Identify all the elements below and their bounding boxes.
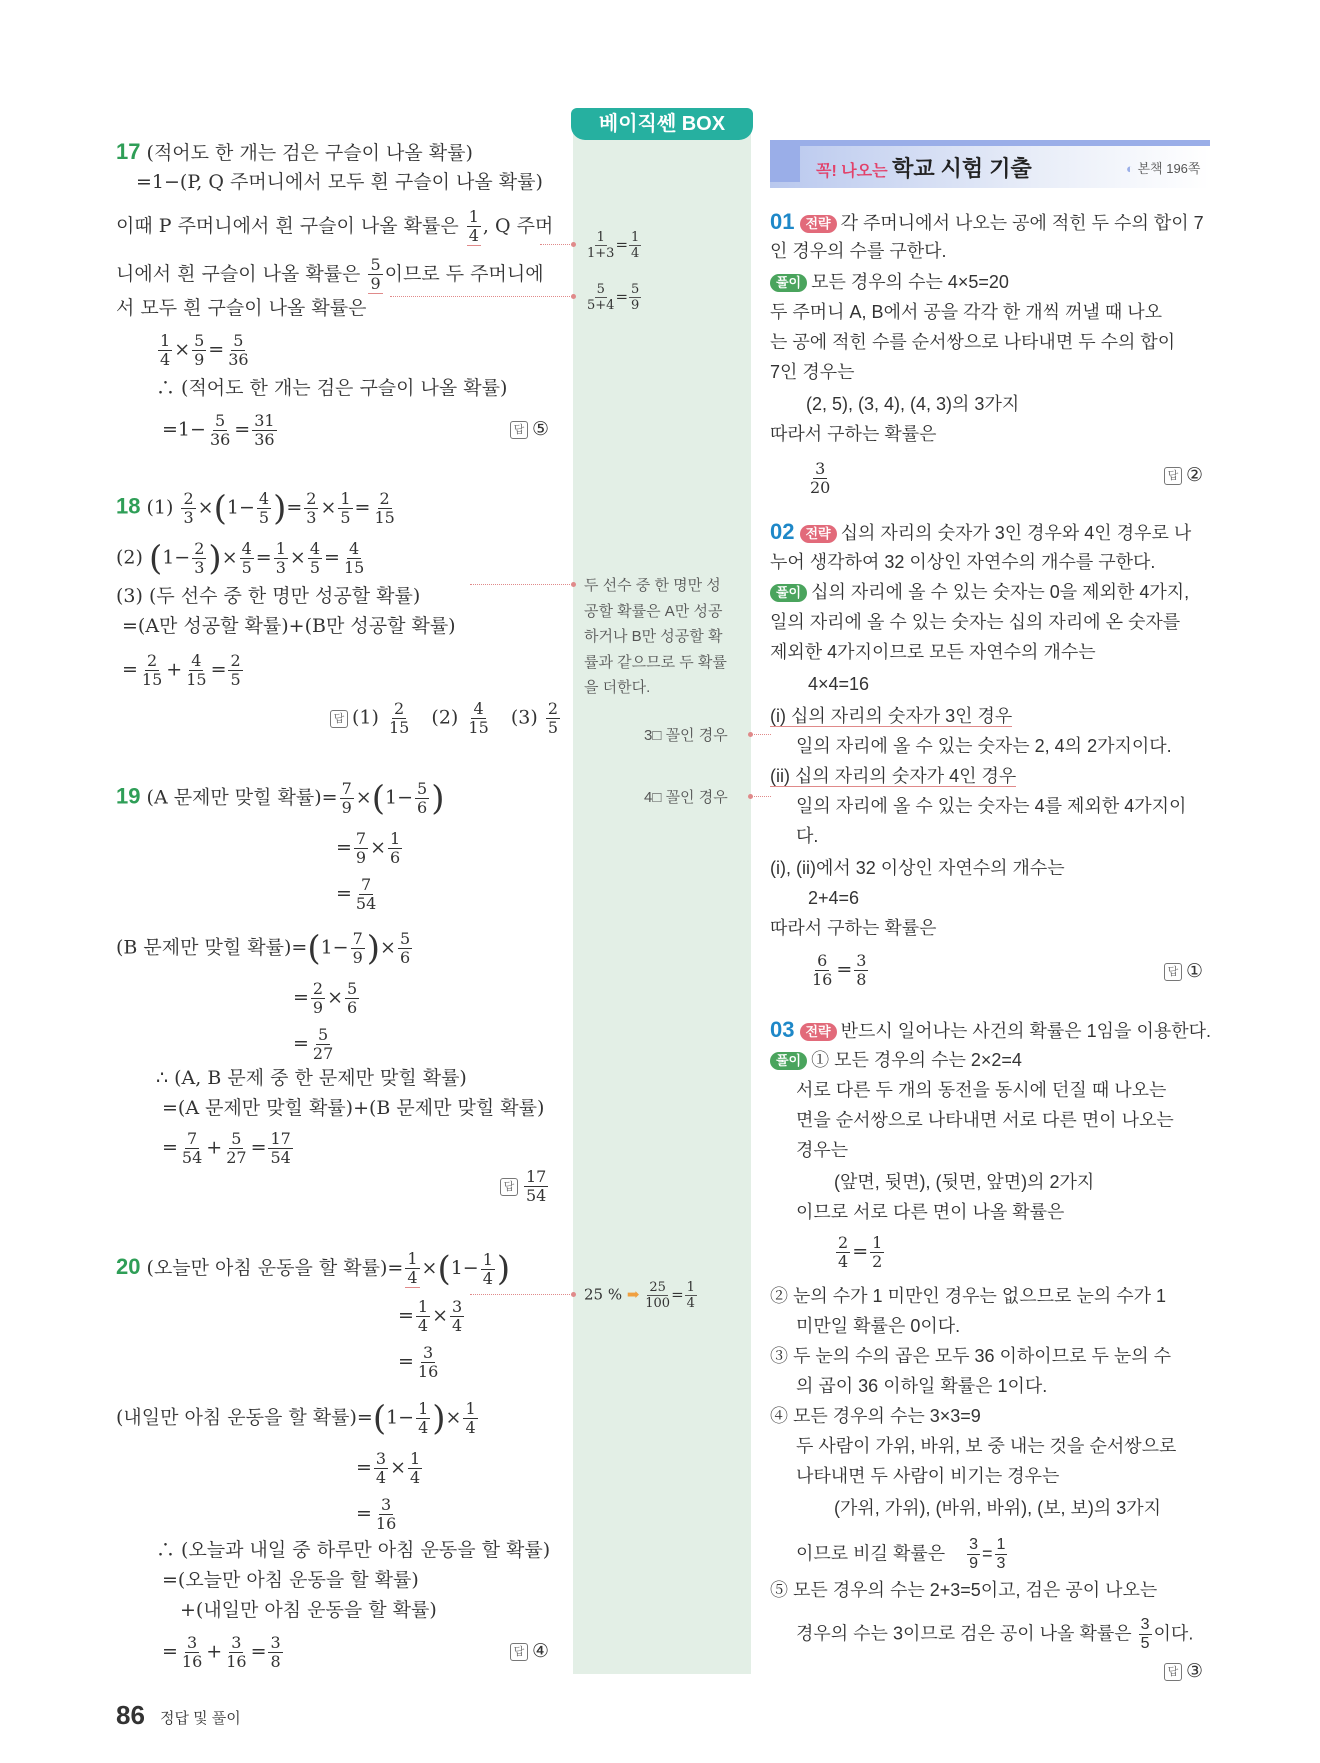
q03-line-17: ⑤ 모든 경우의 수는 2+3=5이고, 검은 공이 나오는 bbox=[770, 1580, 1158, 1600]
problem-20-line-1: 20 (오늘만 아침 운동을 할 확률)= $\frac{1}{4}$ ×(1− $\frac{1}{4}$ ) bbox=[116, 1249, 511, 1289]
connector-line bbox=[751, 796, 771, 797]
header-title: 꼭! 나오는 학교 시험 기출 bbox=[816, 156, 1032, 181]
strategy-tag: 전략 bbox=[800, 215, 837, 233]
refresh-icon: ◐ bbox=[1126, 161, 1134, 176]
mid-case-4: 4□ 꼴인 경우 bbox=[644, 789, 728, 806]
q01-line-7: (2, 5), (3, 4), (4, 3)의 3가지 bbox=[806, 394, 1020, 414]
problem-18-line-4: =(A만 성공할 확률)+(B만 성공할 확률) bbox=[122, 615, 456, 637]
mid-eq-1: $\frac{1}{1+3}$ = $\frac{1}{4}$ bbox=[587, 230, 640, 261]
connector-dot bbox=[571, 582, 576, 587]
q02-line-7: (i) 십의 자리의 숫자가 3인 경우 bbox=[770, 706, 1013, 726]
mid-note: 두 선수 중 한 명만 성 공할 확률은 A만 성공 하거나 B만 성공할 확 률과 같으므로 두 확률 을 더한다. bbox=[584, 577, 727, 696]
q03-line-14: 나타내면 두 사람이 비기는 경우는 bbox=[796, 1466, 1060, 1486]
problem-17-line-7: ∴ (적어도 한 개는 검은 구슬이 나올 확률) bbox=[156, 377, 508, 399]
q03-eq-1: $\frac{2}{4}$ = $\frac{1}{2}$ bbox=[838, 1233, 883, 1271]
answer-icon: 답 bbox=[1164, 1663, 1182, 1681]
problem-18-line-2: (2) (1− $\frac{2}{3}$ )× $\frac{4}{5}$ = $\frac{1}{3}$ × $\frac{4}{5}$ = $\frac{4}{15}$ bbox=[116, 538, 365, 579]
mid-eq-2: $\frac{5}{5+4}$ = $\frac{5}{9}$ bbox=[587, 282, 640, 313]
q02-line-13: 2+4=6 bbox=[808, 888, 860, 908]
q03-line-13: 두 사람이 가위, 바위, 보 중 내는 것을 순서쌍으로 bbox=[796, 1436, 1177, 1456]
answer-icon: 답 bbox=[1164, 467, 1182, 485]
problem-18-line-1: 18 (1) $\frac{2}{3}$ ×(1− $\frac{4}{5}$ )= $\frac{2}{3}$ × $\frac{1}{5}$ = $\frac{2}{15}$ bbox=[116, 488, 395, 529]
q02-line-11: 다. bbox=[796, 826, 819, 846]
q02-line-12: (i), (ii)에서 32 이상인 자연수의 개수는 bbox=[770, 858, 1065, 878]
q03-line-7: 이므로 서로 다른 면이 나올 확률은 bbox=[796, 1202, 1065, 1222]
mid-case-3: 3□ 꼴인 경우 bbox=[644, 727, 728, 744]
problem-20-answer: 답 ④ bbox=[510, 1640, 549, 1662]
q02-line-6: 4×4=16 bbox=[808, 674, 870, 694]
q02-line-9: (ii) 십의 자리의 숫자가 4인 경우 bbox=[770, 766, 1017, 786]
problem-19-line-4: (B 문제만 맞힐 확률)=(1− $\frac{7}{9}$ )× $\frac{5}{6}$ bbox=[116, 928, 411, 969]
problem-20-line-6: = $\frac{3}{16}$ bbox=[356, 1495, 397, 1533]
problem-18-answer: 답 (1) $\frac{2}{15}$ (2) $\frac{4}{15}$ (3) $\frac{2}{5}$ bbox=[330, 700, 562, 737]
q03-line-8: ② 눈의 수가 1 미만인 경우는 없으므로 눈의 수가 1 bbox=[770, 1286, 1167, 1306]
q03-line-4: 면을 순서쌍으로 나타내면 서로 다른 면이 나오는 bbox=[796, 1110, 1174, 1130]
footer-label: 정답 및 풀이 bbox=[160, 1710, 241, 1727]
q03-line-10: ③ 두 눈의 수의 곱은 모두 36 이하이므로 두 눈의 수 bbox=[770, 1346, 1172, 1366]
problem-18-line-3: (3) (두 선수 중 한 명만 성공할 확률) bbox=[116, 585, 421, 607]
problem-17-result: =1− $\frac{5}{36}$ = $\frac{31}{36}$ bbox=[162, 411, 275, 449]
problem-19-line-9: = $\frac{7}{54}$ + $\frac{5}{27}$ = $\frac{17}{54}$ bbox=[162, 1129, 291, 1167]
mid-pct: 25 % ➡ $\frac{25}{100}$ = $\frac{1}{4}$ bbox=[584, 1280, 695, 1311]
problem-17-eq: $\frac{1}{4}$ × $\frac{5}{9}$ = $\frac{5}{36}$ bbox=[160, 331, 249, 369]
q01-line-5: 는 공에 적힌 수를 순서쌍으로 나타내면 두 수의 합이 bbox=[770, 332, 1176, 352]
connector-dot bbox=[571, 242, 576, 247]
problem-20-line-5: = $\frac{3}{4}$ × $\frac{1}{4}$ bbox=[356, 1449, 421, 1487]
page-number: 86 bbox=[116, 1700, 145, 1730]
q02-line-4: 일의 자리에 올 수 있는 숫자는 십의 자리에 온 숫자를 bbox=[770, 612, 1181, 632]
q01-line-6: 7인 경우는 bbox=[770, 362, 855, 382]
problem-19-line-8: =(A 문제만 맞힐 확률)+(B 문제만 맞힐 확률) bbox=[162, 1097, 545, 1119]
header-ref: ◐ 본책 196쪽 bbox=[1126, 161, 1201, 176]
problem-20-line-7: ∴ (오늘과 내일 중 하루만 아침 운동을 할 확률) bbox=[156, 1539, 551, 1561]
basic-box-panel bbox=[573, 112, 751, 1674]
answer-icon: 답 bbox=[510, 1643, 528, 1661]
connector-dot bbox=[571, 294, 576, 299]
problem-19-line-1: 19 (A 문제만 맞힐 확률)= $\frac{7}{9}$ ×(1− $\frac{5}{6}$ ) bbox=[116, 778, 445, 819]
q03-line-16: 이므로 비길 확률은 $\frac{3}{9}$ = $\frac{1}{3}$ bbox=[796, 1536, 1006, 1572]
problem-20-line-10: = $\frac{3}{16}$ + $\frac{3}{16}$ = $\frac{3}{8}$ bbox=[162, 1633, 281, 1671]
q02-line-5: 제외한 4가지이므로 모든 자연수의 개수는 bbox=[770, 642, 1096, 662]
problem-17-answer: 답 ⑤ bbox=[510, 418, 549, 440]
problem-20-line-2: = $\frac{1}{4}$ × $\frac{3}{4}$ bbox=[398, 1297, 463, 1335]
problem-19-line-7: ∴ (A, B 문제 중 한 문제만 맞힐 확률) bbox=[156, 1067, 467, 1089]
q02-line-1: 02 전략 십의 자리의 숫자가 3인 경우와 4인 경우로 나 bbox=[770, 519, 1192, 544]
answer-icon: 답 bbox=[510, 421, 528, 439]
problem-19-line-6: = $\frac{5}{27}$ bbox=[293, 1025, 334, 1063]
q03-line-18: 경우의 수는 3이므로 검은 공이 나올 확률은 $\frac{3}{5}$ 이다. bbox=[796, 1616, 1194, 1652]
q03-line-3: 서로 다른 두 개의 동전을 동시에 던질 때 나오는 bbox=[796, 1080, 1167, 1100]
connector-dot bbox=[571, 1292, 576, 1297]
q03-answer: 답 ③ bbox=[1164, 1660, 1203, 1682]
problem-20-line-3: = $\frac{3}{16}$ bbox=[398, 1343, 439, 1381]
problem-19-line-5: = $\frac{2}{9}$ × $\frac{5}{6}$ bbox=[293, 979, 358, 1017]
problem-19-answer: 답 $\frac{17}{54}$ bbox=[500, 1168, 550, 1205]
q03-line-12: ④ 모든 경우의 수는 3×3=9 bbox=[770, 1406, 981, 1426]
problem-20-line-4: (내일만 아침 운동을 할 확률)=(1− $\frac{1}{4}$ )× $\frac{1}{4}$ bbox=[116, 1398, 476, 1439]
connector-line bbox=[470, 1294, 574, 1295]
q03-line-5: 경우는 bbox=[796, 1140, 849, 1160]
q03-line-2: 풀이 ① 모든 경우의 수는 2×2=4 bbox=[770, 1048, 1022, 1072]
problem-19-line-2: = $\frac{7}{9}$ × $\frac{1}{6}$ bbox=[336, 829, 401, 867]
q01-line-3: 풀이 모든 경우의 수는 4×5=20 bbox=[770, 270, 1009, 294]
answer-icon: 답 bbox=[1164, 963, 1182, 981]
q03-line-9: 미만일 확률은 0이다. bbox=[796, 1316, 961, 1336]
q01-line-1: 01 전략 각 주머니에서 나오는 공에 적힌 두 수의 합이 7 bbox=[770, 209, 1204, 234]
problem-19-line-3: = $\frac{7}{54}$ bbox=[336, 875, 377, 913]
answer-icon: 답 bbox=[330, 710, 348, 728]
connector-line bbox=[470, 584, 574, 585]
problem-17-line-5: 서 모두 흰 구슬이 나올 확률은 bbox=[116, 297, 367, 319]
q03-line-6: (앞면, 뒷면), (뒷면, 앞면)의 2가지 bbox=[834, 1172, 1095, 1192]
problem-number: 17 bbox=[116, 139, 141, 164]
basic-box-title: 베이직쎈 BOX bbox=[571, 108, 753, 140]
q02-line-14: 따라서 구하는 확률은 bbox=[770, 918, 937, 938]
problem-20-line-9: +(내일만 아침 운동을 할 확률) bbox=[180, 1599, 437, 1621]
problem-17-line-4: 니에서 흰 구슬이 나올 확률은 $\frac{5}{9}$ 이므로 두 주머니에 bbox=[116, 255, 544, 293]
q01-line-2: 인 경우의 수를 구한다. bbox=[770, 241, 947, 261]
q01-line-4: 두 주머니 A, B에서 공을 각각 한 개씩 꺼낼 때 나오 bbox=[770, 302, 1163, 322]
solution-tag: 풀이 bbox=[770, 274, 807, 292]
q03-line-15: (가위, 가위), (바위, 바위), (보, 보)의 3가지 bbox=[834, 1498, 1162, 1518]
header-bar bbox=[770, 140, 800, 182]
problem-17-line-3: 이때 P 주머니에서 흰 구슬이 나올 확률은 $\frac{1}{4}$ , Q 주머 bbox=[116, 207, 554, 245]
q01-result: $\frac{3}{20}$ bbox=[810, 459, 831, 497]
problem-20-line-8: =(오늘만 아침 운동을 할 확률) bbox=[162, 1569, 419, 1591]
q02-line-10: 일의 자리에 올 수 있는 숫자는 4를 제외한 4가지이 bbox=[796, 796, 1187, 816]
connector-line bbox=[390, 296, 574, 297]
q02-line-3: 풀이 십의 자리에 올 수 있는 숫자는 0을 제외한 4가지, bbox=[770, 580, 1189, 604]
arrow-icon: ➡ bbox=[626, 1285, 640, 1304]
q01-line-8: 따라서 구하는 확률은 bbox=[770, 424, 937, 444]
connector-line bbox=[751, 734, 771, 735]
problem-18-line-5: = $\frac{2}{15}$ + $\frac{4}{15}$ = $\frac{2}{5}$ bbox=[122, 651, 241, 689]
q01-answer: 답 ② bbox=[1164, 464, 1203, 486]
q02-result: $\frac{6}{16}$ = $\frac{3}{8}$ bbox=[812, 951, 867, 989]
q02-answer: 답 ① bbox=[1164, 960, 1203, 982]
q02-line-2: 누어 생각하여 32 이상인 자연수의 개수를 구한다. bbox=[770, 552, 1156, 572]
connector-line bbox=[540, 244, 574, 245]
answer-icon: 답 bbox=[500, 1178, 518, 1196]
q03-line-11: 의 곱이 36 이하일 확률은 1이다. bbox=[796, 1376, 1048, 1396]
q03-line-1: 03 전략 반드시 일어나는 사건의 확률은 1임을 이용한다. bbox=[770, 1017, 1212, 1042]
problem-17-line-2: =1−(P, Q 주머니에서 모두 흰 구슬이 나올 확률) bbox=[136, 171, 543, 193]
q02-line-8: 일의 자리에 올 수 있는 숫자는 2, 4의 2가지이다. bbox=[796, 736, 1172, 756]
problem-17-line-1: 17 (적어도 한 개는 검은 구슬이 나올 확률) bbox=[116, 139, 473, 164]
